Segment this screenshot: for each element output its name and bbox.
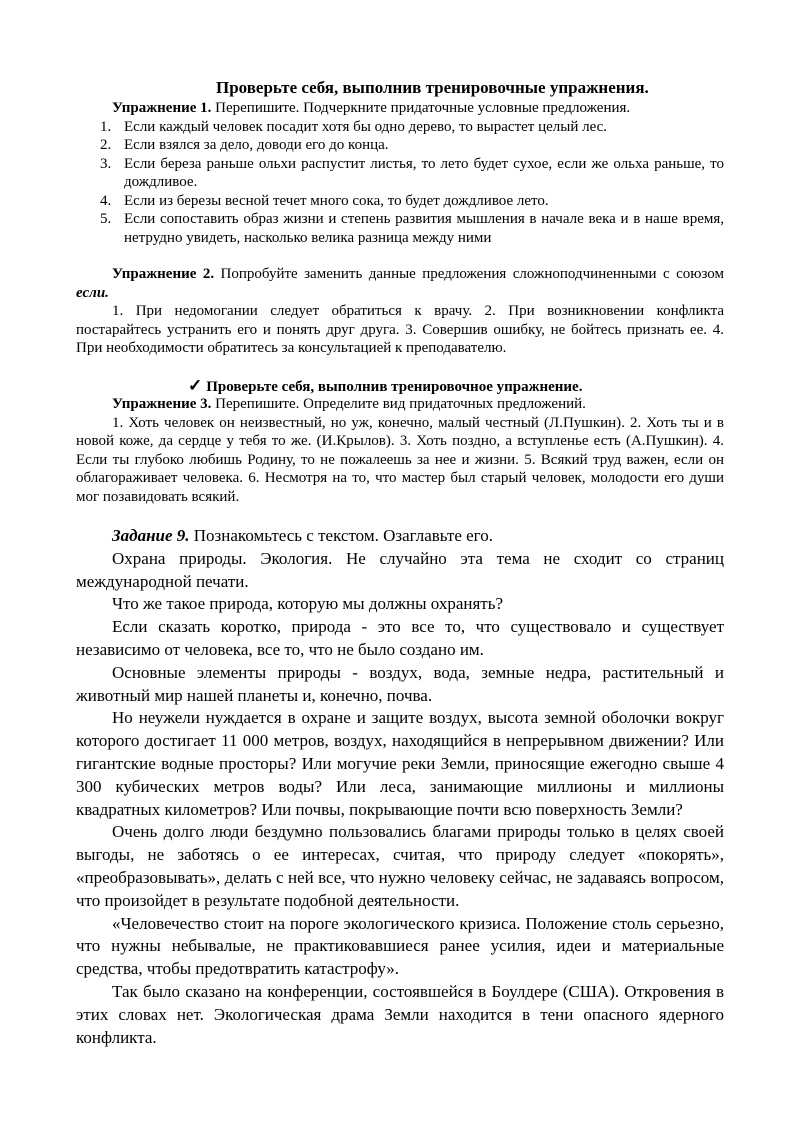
exercise-1-label: Упражнение 1. [112,100,212,116]
exercise-2-instruction: Попробуйте заменить данные предложения сложноподчиненными с союзом [214,266,724,282]
task-9 [76,525,724,1049]
text-paragraph: Охрана природы. Экология. Не случайно эта тема не сходит со страниц международной печати. [76,548,724,591]
section-2-title-text: Проверьте себя, выполнив тренировочное упражнение. [206,379,583,395]
text-paragraph: Так было сказано на конференции, состоявшейся в Боулдере (США). Откровения в этих словах нет. Экологическая драма Земли находится в тени опасного ядерного конфликта. [76,981,724,1047]
exercise-1-heading [76,99,724,118]
exercise-2 [76,265,724,358]
text-paragraph: «Человечество стоит на пороге экологического кризиса. Положение столь серьезно, что нужны небывалые, не практиковавшиеся ранее усилия, идеи и материальные средства, чтобы предотвратить катастрофу». [76,913,724,979]
exercise-1 [76,99,724,247]
list-item-text: Если из березы весной течет много сока, то будет дождливое лето. [124,192,549,209]
exercise-2-heading [76,265,724,302]
list-item-number: 5. [100,211,112,227]
task-9-heading [76,525,724,548]
list-item [76,136,724,155]
exercise-2-text: 1. При недомогании следует обратиться к врачу. 2. При возникновении конфликта постарайтесь устранить его и понять друг друга. 3. Совершив ошибку, не бойтесь признать ее. 4. При необходимости обратитесь за консультацией к преподавателю. [76,303,724,356]
text-paragraph: Очень долго люди бездумно пользовались благами природы только в целях своей выгоды, не заботясь о ее интересах, считая, что природу следует «покорять», «преобразовывать», делать с ней все, что нужно человеку сейчас, не задаваясь вопросом, что произойдет в результате подобной деятельности. [76,822,724,910]
list-item-number: 1. [100,118,112,135]
list-item-number: 3. [100,155,112,172]
exercise-2-conjunction: если. [76,284,109,301]
list-item-number: 2. [100,137,112,153]
list-item [76,118,724,137]
list-item-text: Если взялся за дело, доводи его до конца. [124,137,389,153]
exercise-3-instruction: Перепишите. Определите вид придаточных предложений. [211,396,586,412]
list-item-text: Если береза раньше ольхи распустит листья, то лето будет сухое, если же ольха раньше, то дождливое. [124,155,724,190]
text-paragraph: Если сказать коротко, природа - это все то, что существовало и существует независимо от человека, все то, что не было создано им. [76,617,724,659]
text-paragraph: Что же такое природа, которую мы должны охранять? [112,594,504,614]
task-9-label: Задание 9. [112,526,190,545]
exercise-1-list [76,118,724,248]
exercise-3-heading [76,395,724,414]
exercise-3 [76,395,724,506]
exercise-3-text: 1. Хоть человек он неизвестный, но уж, конечно, малый честный (Л.Пушкин). 2. Хоть ты и в новой коже, да сердце у тебя то же. (И.Крылов). 3. Хоть поздно, а вступленье есть (А.Пушкин). 4. Если ты глубоко любишь Родину, то не пожалеешь за нее и жизни. 5. Всякий труд важен, если он облагораживает человека. 6. Несмотря на то, что мастер был старый человек, молодости его души мог позавидовать всякий. [76,414,724,505]
exercise-2-label: Упражнение 2. [112,266,215,282]
exercise-1-instruction: Перепишите. Подчеркните придаточные условные предложения. [211,100,631,116]
list-item-text: Если сопоставить образ жизни и степень развития мышления в начале века и в наше время, нетрудно увидеть, насколько велика разница между ними [124,211,724,246]
task-9-instruction: Познакомьтесь с текстом. Озаглавьте его. [189,526,493,545]
list-item-number: 4. [100,192,112,209]
list-item [76,192,724,211]
section-title-check [188,376,582,396]
check-icon: ✓ [188,376,203,395]
list-item [76,155,724,192]
exercise-3-label: Упражнение 3. [112,396,212,412]
text-paragraph: Основные элементы природы - воздух, вода, земные недра, растительный и животный мир нашей планеты и, конечно, почва. [76,662,724,705]
list-item-text: Если каждый человек посадит хотя бы одно дерево, то вырастет целый лес. [124,118,608,135]
list-item [76,210,724,247]
text-paragraph: Но неужели нуждается в охране и защите воздух, высота земной оболочки вокруг которого достигает 11 000 метров, воздух, находящийся в непрерывном движении? Или гигантские водные просторы? Или могучие реки Земли, приносящие ежегодно свыше 4 300 кубических метров воды? Или леса, занимающие миллионы и миллионы квадратных километров? Или почвы, покрывающие почти всю поверхность Земли? [76,708,724,819]
section-title-exercises: Проверьте себя, выполнив тренировочные упражнения. [216,78,649,97]
